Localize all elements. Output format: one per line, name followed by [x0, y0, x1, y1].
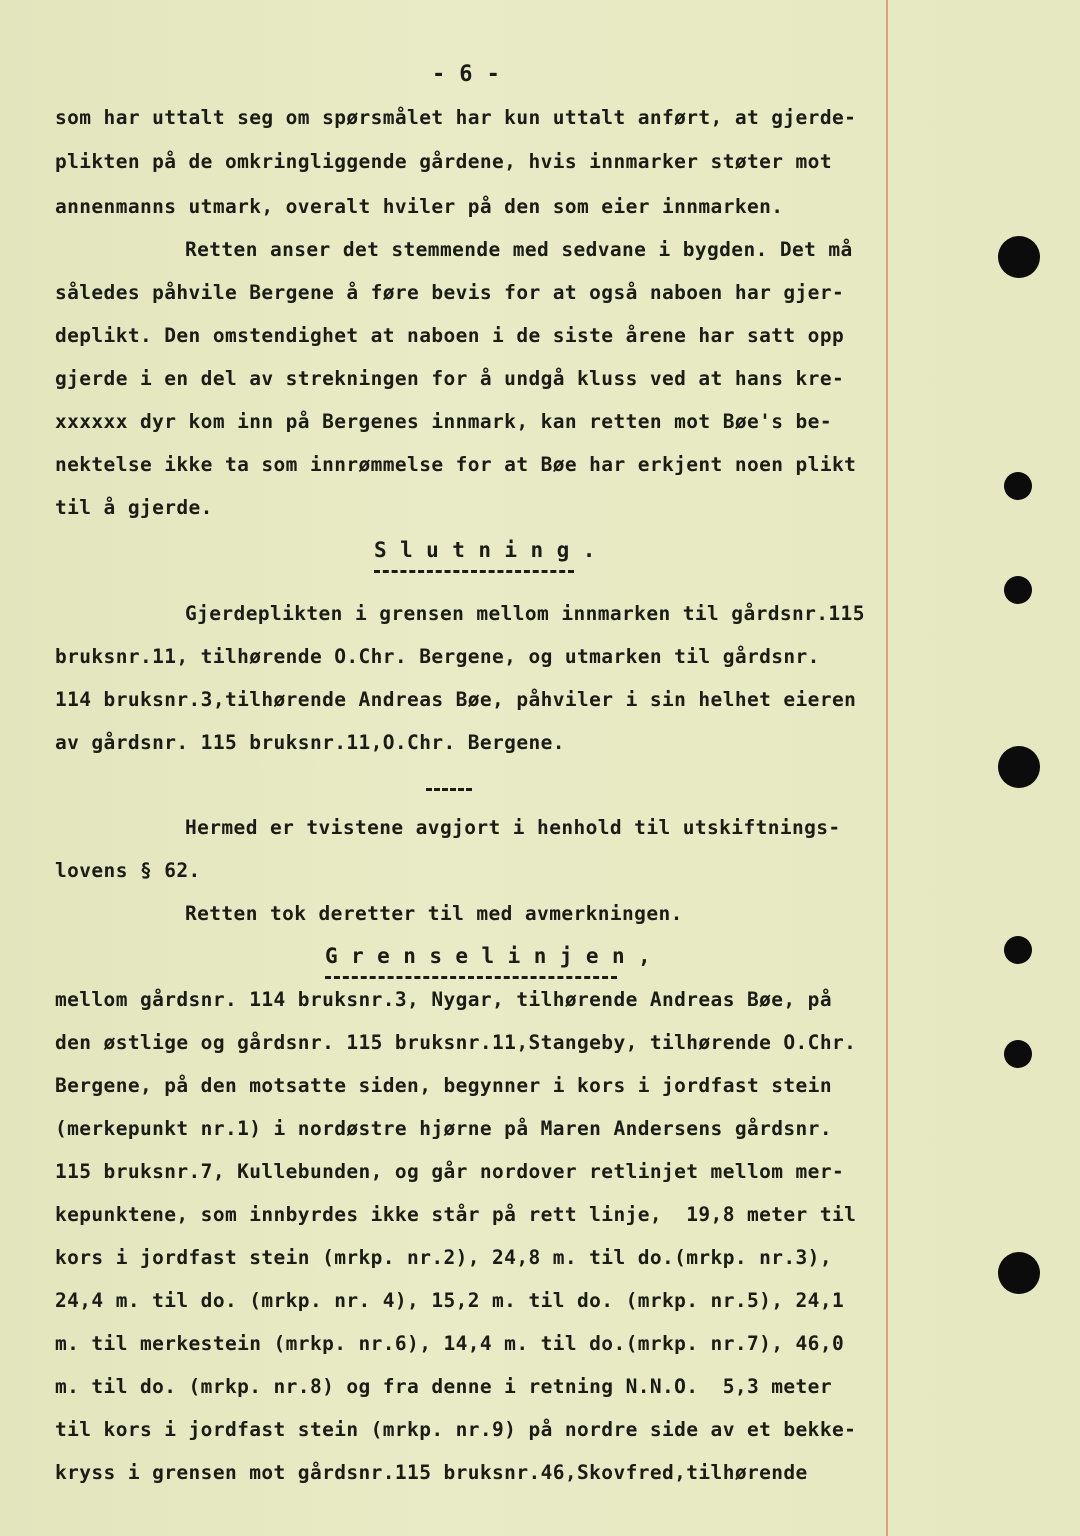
text-line: bruksnr.11, tilhørende O.Chr. Bergene, og utmarken til gårdsnr. — [55, 645, 820, 668]
text-line: mellom gårdsnr. 114 bruksnr.3, Nygar, tilhørende Andreas Bøe, på — [55, 988, 832, 1011]
text-line: 24,4 m. til do. (mrkp. nr. 4), 15,2 m. til do. (mrkp. nr.5), 24,1 — [55, 1289, 845, 1312]
page-number: - 6 - — [432, 62, 501, 87]
heading-slutning: S l u t n i n g . — [374, 538, 596, 562]
punch-hole — [998, 1252, 1040, 1294]
punch-hole — [998, 236, 1040, 278]
text-line: Retten tok deretter til med avmerkningen. — [185, 902, 683, 925]
punch-hole — [998, 746, 1040, 788]
text-line: Gjerdeplikten i grensen mellom innmarken til gårdsnr.115 — [185, 602, 865, 625]
text-line: den østlige og gårdsnr. 115 bruksnr.11,Stangeby, tilhørende O.Chr. — [55, 1031, 857, 1054]
text-line: Hermed er tvistene avgjort i henhold til utskiftnings- — [185, 816, 841, 839]
text-line: (merkepunkt nr.1) i nordøstre hjørne på Maren Andersens gårdsnr. — [55, 1117, 832, 1140]
text-line: Bergene, på den motsatte siden, begynner i kors i jordfast stein — [55, 1074, 832, 1097]
text-line: lovens § 62. — [55, 859, 201, 882]
separator — [426, 788, 472, 791]
text-line: 114 bruksnr.3,tilhørende Andreas Bøe, påhviler i sin helhet eieren — [55, 688, 857, 711]
punch-hole — [1004, 576, 1032, 604]
punch-hole — [1004, 472, 1032, 500]
text-line: deplikt. Den omstendighet at naboen i de siste årene har satt opp — [55, 324, 845, 347]
text-line: av gårdsnr. 115 bruksnr.11,O.Chr. Bergene. — [55, 731, 565, 754]
margin-line — [886, 0, 888, 1536]
text-line: m. til do. (mrkp. nr.8) og fra denne i retning N.N.O. 5,3 meter — [55, 1375, 832, 1398]
text-line: til kors i jordfast stein (mrkp. nr.9) på nordre side av et bekke- — [55, 1418, 857, 1441]
text-line: xxxxxx dyr kom inn på Bergenes innmark, kan retten mot Bøe's be- — [55, 410, 832, 433]
text-line: kors i jordfast stein (mrkp. nr.2), 24,8 m. til do.(mrkp. nr.3), — [55, 1246, 832, 1269]
punch-hole — [1004, 936, 1032, 964]
text-line: kepunktene, som innbyrdes ikke står på rett linje, 19,8 meter til — [55, 1203, 857, 1226]
text-line: Retten anser det stemmende med sedvane i bygden. Det må — [185, 238, 853, 261]
punch-hole — [1004, 1040, 1032, 1068]
heading-underline — [374, 570, 574, 573]
text-line: som har uttalt seg om spørsmålet har kun uttalt anført, at gjerde- — [55, 106, 857, 129]
heading-grenselinjen: G r e n s e l i n j e n , — [325, 944, 652, 968]
text-line: gjerde i en del av strekningen for å undgå kluss ved at hans kre- — [55, 367, 845, 390]
text-line: annenmanns utmark, overalt hviler på den som eier innmarken. — [55, 195, 784, 218]
text-line: kryss i grensen mot gårdsnr.115 bruksnr.46,Skovfred,tilhørende — [55, 1461, 808, 1484]
text-line: således påhvile Bergene å føre bevis for at også naboen har gjer- — [55, 281, 845, 304]
text-line: m. til merkestein (mrkp. nr.6), 14,4 m. til do.(mrkp. nr.7), 46,0 — [55, 1332, 845, 1355]
text-line: nektelse ikke ta som innrømmelse for at Bøe har erkjent noen plikt — [55, 453, 857, 476]
text-line: 115 bruksnr.7, Kullebunden, og går nordover retlinjet mellom mer- — [55, 1160, 845, 1183]
text-line: til å gjerde. — [55, 496, 213, 519]
heading-underline — [325, 976, 617, 979]
text-line: plikten på de omkringliggende gårdene, hvis innmarker støter mot — [55, 150, 832, 173]
